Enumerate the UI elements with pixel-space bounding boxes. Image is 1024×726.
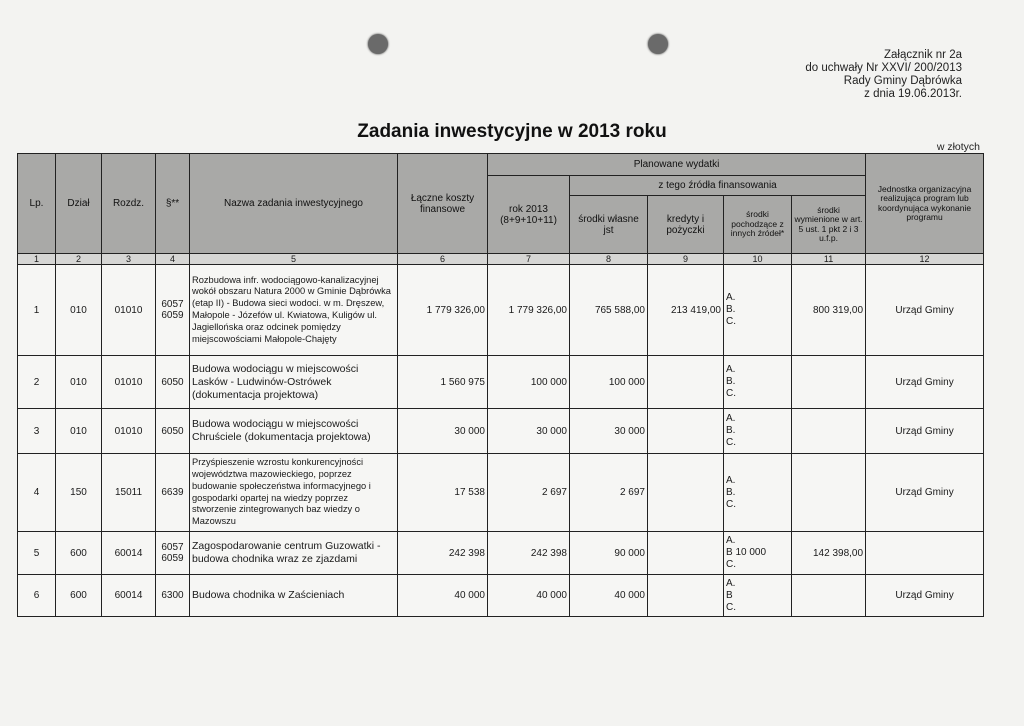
- cell-unit: Urząd Gminy: [866, 356, 984, 409]
- col-number: 11: [792, 254, 866, 265]
- col-number: 9: [648, 254, 724, 265]
- col-paragraph: §**: [156, 154, 190, 254]
- cell-task-name: Przyśpieszenie wzrostu konkurencyjności województwa mazowieckiego, poprzez budowanie społeczeństwa informacyjnego i gospodarki opartej na wiedzy poprzez stworzenie zintegrowanych baz wiedzy o Mazowszu: [190, 454, 398, 532]
- cell-other-sources: A. B. C.: [724, 265, 792, 356]
- col-number: 5: [190, 254, 398, 265]
- cell-other-sources: A. B. C.: [724, 409, 792, 454]
- cell-year-2013: 40 000: [488, 575, 570, 617]
- cell-paragraph: 6050: [156, 356, 190, 409]
- investment-table: [17, 153, 984, 617]
- cell-total-cost: 242 398: [398, 532, 488, 575]
- cell-unit: [866, 532, 984, 575]
- col-number: 2: [56, 254, 102, 265]
- col-rozdz: Rozdz.: [102, 154, 156, 254]
- cell-dzial: 600: [56, 575, 102, 617]
- col-number: 7: [488, 254, 570, 265]
- cell-lp: 5: [18, 532, 56, 575]
- cell-dzial: 010: [56, 265, 102, 356]
- cell-art5-funds: 142 398,00: [792, 532, 866, 575]
- cell-year-2013: 30 000: [488, 409, 570, 454]
- cell-paragraph: 6057 6059: [156, 532, 190, 575]
- cell-loans: [648, 454, 724, 532]
- col-number: 1: [18, 254, 56, 265]
- cell-paragraph: 6057 6059: [156, 265, 190, 356]
- table-row: [18, 265, 984, 356]
- attachment-line-2: do uchwały Nr XXVI/ 200/2013: [805, 62, 962, 74]
- col-planned-expenses: Planowane wydatki: [488, 154, 866, 176]
- cell-task-name: Rozbudowa infr. wodociągowo-kanalizacyjnej wokół obszaru Natura 2000 w Gminie Dąbrówka (etap II) - Budowa sieci wodoci. w m. Dręszew, Małopole - Józefów ul. Kwiatowa, Kuligów ul. Jagiellońska oraz odcinek pomiędzy miejscowościami Małopole-Chajęty: [190, 265, 398, 356]
- cell-year-2013: 100 000: [488, 356, 570, 409]
- punch-hole-left: [368, 34, 388, 54]
- cell-unit: Urząd Gminy: [866, 265, 984, 356]
- punch-hole-right: [648, 34, 668, 54]
- table-row: [18, 409, 984, 454]
- cell-own-funds: 100 000: [570, 356, 648, 409]
- cell-rozdz: 01010: [102, 265, 156, 356]
- cell-art5-funds: 800 319,00: [792, 265, 866, 356]
- col-dzial: Dział: [56, 154, 102, 254]
- col-number: 12: [866, 254, 984, 265]
- cell-task-name: Budowa wodociągu w miejscowości Chruściele (dokumentacja projektowa): [190, 409, 398, 454]
- units-note: w złotych: [936, 141, 980, 153]
- cell-year-2013: 1 779 326,00: [488, 265, 570, 356]
- cell-total-cost: 40 000: [398, 575, 488, 617]
- cell-other-sources: A. B 10 000 C.: [724, 532, 792, 575]
- cell-loans: [648, 575, 724, 617]
- cell-total-cost: 30 000: [398, 409, 488, 454]
- col-own-funds: środki własne jst: [570, 196, 648, 254]
- col-other-sources: środki pochodzące z innych źródeł*: [724, 196, 792, 254]
- cell-other-sources: A. B. C.: [724, 454, 792, 532]
- cell-own-funds: 765 588,00: [570, 265, 648, 356]
- cell-own-funds: 90 000: [570, 532, 648, 575]
- col-number: 8: [570, 254, 648, 265]
- cell-lp: 3: [18, 409, 56, 454]
- col-year-2013: rok 2013 (8+9+10+11): [488, 176, 570, 254]
- col-task-name: Nazwa zadania inwestycyjnego: [190, 154, 398, 254]
- col-number: 4: [156, 254, 190, 265]
- table-row: [18, 454, 984, 532]
- col-funding-sources: z tego źródła finansowania: [570, 176, 866, 196]
- cell-lp: 4: [18, 454, 56, 532]
- table-row: [18, 356, 984, 409]
- cell-dzial: 600: [56, 532, 102, 575]
- cell-own-funds: 30 000: [570, 409, 648, 454]
- cell-dzial: 010: [56, 409, 102, 454]
- cell-unit: Urząd Gminy: [866, 409, 984, 454]
- cell-lp: 2: [18, 356, 56, 409]
- cell-paragraph: 6639: [156, 454, 190, 532]
- cell-task-name: Budowa chodnika w Zaścieniach: [190, 575, 398, 617]
- cell-other-sources: A. B C.: [724, 575, 792, 617]
- attachment-line-4: z dnia 19.06.2013r.: [864, 88, 962, 100]
- cell-art5-funds: [792, 409, 866, 454]
- cell-unit: Urząd Gminy: [866, 575, 984, 617]
- col-total-cost: Łączne koszty finansowe: [398, 154, 488, 254]
- attachment-header: [805, 49, 962, 101]
- cell-art5-funds: [792, 356, 866, 409]
- cell-dzial: 150: [56, 454, 102, 532]
- cell-other-sources: A. B. C.: [724, 356, 792, 409]
- cell-paragraph: 6050: [156, 409, 190, 454]
- attachment-line-1: Załącznik nr 2a: [884, 49, 962, 61]
- cell-year-2013: 2 697: [488, 454, 570, 532]
- cell-dzial: 010: [56, 356, 102, 409]
- col-art5-funds: środki wymienione w art. 5 ust. 1 pkt 2 i 3 u.f.p.: [792, 196, 866, 254]
- cell-loans: [648, 532, 724, 575]
- column-number-row: [18, 254, 984, 265]
- cell-lp: 1: [18, 265, 56, 356]
- col-number: 3: [102, 254, 156, 265]
- cell-unit: Urząd Gminy: [866, 454, 984, 532]
- cell-own-funds: 40 000: [570, 575, 648, 617]
- cell-rozdz: 60014: [102, 532, 156, 575]
- cell-own-funds: 2 697: [570, 454, 648, 532]
- cell-rozdz: 15011: [102, 454, 156, 532]
- table-row: [18, 532, 984, 575]
- cell-lp: 6: [18, 575, 56, 617]
- cell-rozdz: 60014: [102, 575, 156, 617]
- col-loans: kredyty i pożyczki: [648, 196, 724, 254]
- cell-art5-funds: [792, 454, 866, 532]
- cell-task-name: Budowa wodociągu w miejscowości Lasków - Ludwinów-Ostrówek (dokumentacja projektowa): [190, 356, 398, 409]
- cell-art5-funds: [792, 575, 866, 617]
- attachment-line-3: Rady Gminy Dąbrówka: [843, 75, 962, 87]
- cell-total-cost: 1 560 975: [398, 356, 488, 409]
- cell-total-cost: 1 779 326,00: [398, 265, 488, 356]
- col-lp: Lp.: [18, 154, 56, 254]
- col-number: 10: [724, 254, 792, 265]
- col-unit: Jednostka organizacyjna realizująca program lub koordynująca wykonanie programu: [866, 154, 984, 254]
- cell-total-cost: 17 538: [398, 454, 488, 532]
- cell-paragraph: 6300: [156, 575, 190, 617]
- table-row: [18, 575, 984, 617]
- cell-rozdz: 01010: [102, 409, 156, 454]
- cell-loans: 213 419,00: [648, 265, 724, 356]
- cell-task-name: Zagospodarowanie centrum Guzowatki - budowa chodnika wraz ze zjazdami: [190, 532, 398, 575]
- cell-rozdz: 01010: [102, 356, 156, 409]
- cell-loans: [648, 356, 724, 409]
- col-number: 6: [398, 254, 488, 265]
- page-title: Zadania inwestycyjne w 2013 roku: [357, 121, 667, 142]
- cell-loans: [648, 409, 724, 454]
- cell-year-2013: 242 398: [488, 532, 570, 575]
